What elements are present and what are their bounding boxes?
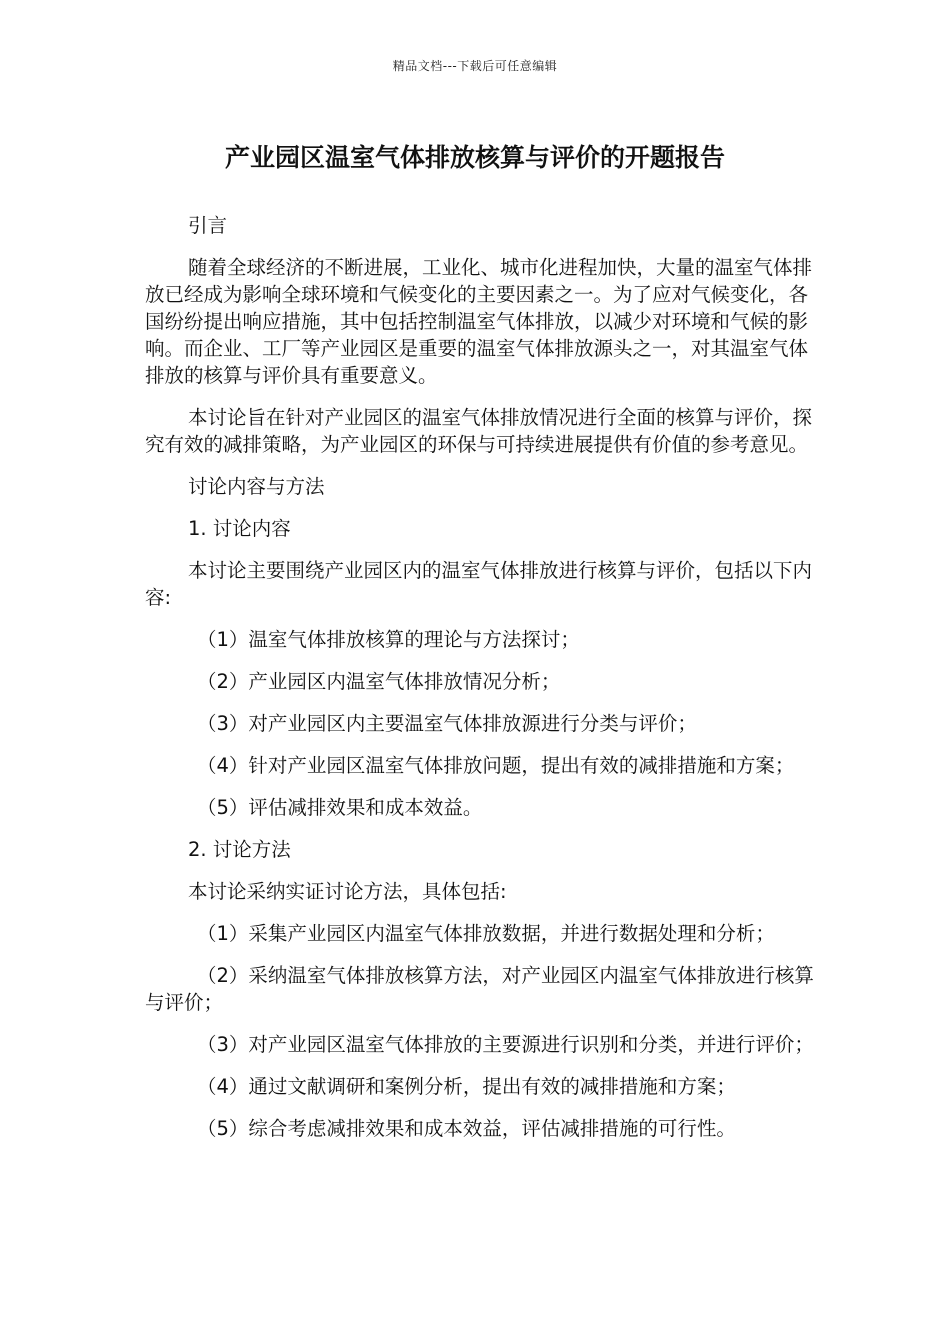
section-heading-intro: 引言	[188, 214, 228, 237]
paragraph-method-intro: 本讨论采纳实证讨论方法，具体包括:	[188, 880, 507, 903]
list-item: （2）产业园区内温室气体排放情况分析；	[197, 670, 561, 693]
subheading-content: 1. 讨论内容	[188, 517, 291, 540]
paragraph-purpose: 本讨论旨在针对产业园区的温室气体排放情况进行全面的核算与评价，探究有效的减排策略，为产业园区的环保与可持续进展提供有价值的参考意见。	[145, 406, 813, 456]
list-item: （3）对产业园区温室气体排放的主要源进行识别和分类，并进行评价；	[197, 1033, 814, 1056]
list-item: （1）采集产业园区内温室气体排放数据，并进行数据处理和分析；	[197, 922, 775, 945]
section-heading-content-method: 讨论内容与方法	[188, 475, 325, 498]
paragraph-background: 随着全球经济的不断进展，工业化、城市化进程加快，大量的温室气体排放已经成为影响全球环境和气候变化的主要因素之一。为了应对气候变化，各国纷纷提出响应措施，其中包括控制温室气体排放，以减少对环境和气候的影响。而企业、工厂等产业园区是重要的温室气体排放源头之一，对其温室气体排放的核算与评价具有重要意义。	[145, 256, 813, 387]
list-item: （5）评估减排效果和成本效益。	[197, 796, 483, 819]
document-title: 产业园区温室气体排放核算与评价的开题报告	[224, 143, 725, 172]
subheading-method: 2. 讨论方法	[188, 838, 291, 861]
page-header: 精品文档---下载后可任意编辑	[392, 59, 558, 73]
list-item: （1）温室气体排放核算的理论与方法探讨；	[197, 628, 580, 651]
list-item: （3）对产业园区内主要温室气体排放源进行分类与评价；	[197, 712, 697, 735]
paragraph-content-intro: 本讨论主要围绕产业园区内的温室气体排放进行核算与评价，包括以下内容:	[145, 559, 813, 609]
list-item: （5）综合考虑减排效果和成本效益，评估减排措施的可行性。	[197, 1117, 736, 1140]
document-body	[145, 212, 815, 1157]
list-item: （2）采纳温室气体排放核算方法，对产业园区内温室气体排放进行核算与评价；	[145, 964, 814, 1014]
list-item: （4）通过文献调研和案例分析，提出有效的减排措施和方案；	[197, 1075, 736, 1098]
list-item: （4）针对产业园区温室气体排放问题，提出有效的减排措施和方案；	[197, 754, 795, 777]
